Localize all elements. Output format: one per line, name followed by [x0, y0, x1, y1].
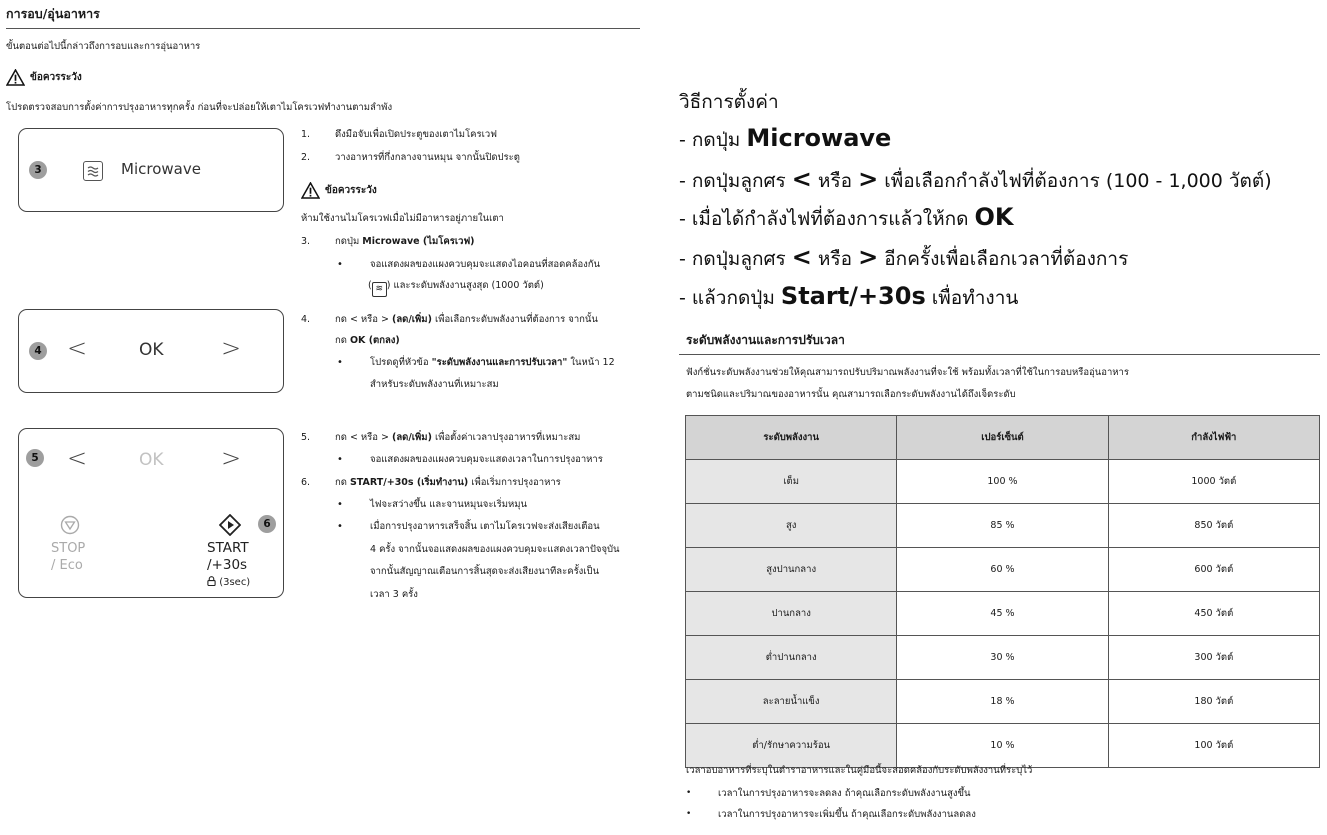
step-bullet-text: [368, 279, 544, 297]
howto-text: อีกครั้งเพื่อเลือกเวลาที่ต้องการ: [878, 248, 1129, 270]
chevron-right-icon[interactable]: >: [221, 334, 242, 362]
step-text-bold: (ลด/เพิ่ม): [392, 432, 432, 443]
control-panel-ok: [18, 309, 284, 393]
footnote-text: เวลาอบอาหารที่ระบุในตำราอาหารและในคู่มือนี้จะสอดคล้องกับระดับพลังงานที่ระบุไว้: [686, 765, 1033, 776]
step-number: 5.: [301, 432, 311, 443]
table-cell: ต่ำ/รักษาความร้อน: [686, 724, 897, 768]
step-text-bold: Microwave (ไมโครเวฟ): [362, 236, 475, 247]
howto-key: >: [858, 165, 879, 193]
caution-text: โปรดตรวจสอบการตั้งค่าการปรุงอาหารทุกครั้ง ก่อนที่จะปล่อยให้เตาไมโครเวฟทำงานตามลำพัง: [6, 102, 393, 113]
step-text: [335, 235, 475, 249]
step-text-part: โปรดดูที่หัวข้อ: [370, 357, 432, 368]
step-text-part: ในหน้า 12: [567, 357, 615, 368]
ok-button[interactable]: OK: [139, 340, 164, 360]
table-cell: 1000 วัตต์: [1108, 460, 1319, 504]
step-number-badge: 4: [29, 342, 47, 360]
table-row: [686, 680, 1320, 724]
table-cell: ต่ำปานกลาง: [686, 636, 897, 680]
table-cell: 100 วัตต์: [1108, 724, 1319, 768]
step-text-bold: START/+30s (เริ่มทำงาน): [349, 477, 469, 488]
caution-text: ห้ามใช้งานไมโครเวฟเมื่อไม่มีอาหารอยู่ภายในเตา: [301, 213, 504, 224]
howto-text: - แล้วกดปุ่ม: [679, 287, 781, 309]
lock-duration: (3sec): [219, 577, 251, 588]
chevron-left-icon[interactable]: <: [67, 444, 88, 472]
step-text: ดึงมือจับเพื่อเปิดประตูของเตาไมโครเวฟ: [335, 129, 497, 140]
table-cell: 18 %: [897, 680, 1108, 724]
step-bullet-text: [370, 356, 615, 370]
chevron-right-icon[interactable]: >: [221, 444, 242, 472]
step-text-part: กด: [335, 335, 350, 346]
step-text-part: เพื่อเริ่มการปรุงอาหาร: [468, 477, 561, 488]
step-number: 6.: [301, 477, 311, 488]
table-section-title: ระดับพลังงานและการปรับเวลา: [686, 333, 845, 347]
table-cell: 600 วัตต์: [1108, 548, 1319, 592]
ok-button[interactable]: OK: [139, 450, 164, 470]
howto-text: หรือ: [811, 170, 859, 192]
step-text-part: กดปุ่ม: [335, 236, 363, 247]
bullet: •: [337, 454, 343, 465]
stop-label: STOP: [51, 541, 86, 556]
table-cell: ละลายน้ำแข็ง: [686, 680, 897, 724]
step-bullet-text: จอแสดงผลของแผงควบคุมจะแสดงเวลาในการปรุงอาหาร: [370, 454, 603, 465]
step-text-bold: "ระดับพลังงานและการปรับเวลา": [431, 357, 568, 368]
step-bullet-text: จอแสดงผลของแผงควบคุมจะแสดงไอคอนที่สอดคล้องกัน: [370, 259, 601, 270]
step-text-part: (: [368, 280, 372, 291]
howto-line: [679, 166, 1272, 194]
table-cell: 180 วัตต์: [1108, 680, 1319, 724]
table-cell: เต็ม: [686, 460, 897, 504]
step-text: [335, 334, 400, 348]
start-icon[interactable]: [219, 514, 241, 540]
bullet: •: [686, 809, 692, 819]
howto-line: [679, 204, 1014, 232]
step-text-part: เพื่อตั้งค่าเวลาปรุงอาหารที่เหมาะสม: [431, 432, 581, 443]
step-text-part: กด < หรือ >: [335, 314, 392, 325]
table-row: [686, 592, 1320, 636]
howto-text: เพื่อเลือกกำลังไฟที่ต้องการ (100 - 1,000 วัตต์): [878, 170, 1272, 192]
table-cell: 300 วัตต์: [1108, 636, 1319, 680]
howto-line: [679, 283, 1018, 311]
step-text: [335, 313, 598, 327]
howto-text: เพื่อทำงาน: [925, 287, 1019, 309]
howto-key: OK: [974, 203, 1014, 231]
howto-line: [679, 244, 1128, 272]
table-description: ตามชนิดและปริมาณของอาหารนั้น คุณสามารถเลือกระดับพลังงานได้ถึงเจ็ดระดับ: [686, 389, 1016, 400]
step-number-badge: 6: [258, 515, 276, 533]
table-cell: 30 %: [897, 636, 1108, 680]
step-bullet-text: จากนั้นสัญญาณเตือนการสิ้นสุดจะส่งเสียงนาทีละครั้งเป็น: [370, 566, 600, 577]
table-cell: สูงปานกลาง: [686, 548, 897, 592]
step-text-part: ) และระดับพลังงานสูงสุด (1000 วัตต์): [386, 280, 544, 291]
howto-text: - กดปุ่ม: [679, 129, 747, 151]
step-number-badge: 3: [29, 161, 47, 179]
howto-text: - เมื่อได้กำลังไฟที่ต้องการแล้วให้กด: [679, 208, 975, 230]
plus30s-label: /+30s: [207, 557, 248, 573]
step-bullet-text: สำหรับระดับพลังงานที่เหมาะสม: [370, 379, 499, 390]
column-header: กำลังไฟฟ้า: [1108, 416, 1319, 460]
lock-icon: [207, 576, 216, 586]
step-text-part: เพื่อเลือกระดับพลังงานที่ต้องการ จากนั้น: [431, 314, 598, 325]
column-header: ระดับพลังงาน: [686, 416, 897, 460]
caution-label: ข้อควรระวัง: [325, 185, 377, 196]
step-text: [335, 431, 580, 445]
control-panel-start: [18, 428, 284, 598]
howto-key: Start/+30s: [780, 282, 926, 310]
table-cell: ปานกลาง: [686, 592, 897, 636]
howto-text: - กดปุ่มลูกศร: [679, 170, 792, 192]
step-text-part: กด: [335, 477, 350, 488]
eco-label: / Eco: [51, 558, 83, 573]
column-header: เปอร์เซ็นต์: [897, 416, 1108, 460]
step-bullet-text: ไฟจะสว่างขึ้น และจานหมุนจะเริ่มหมุน: [370, 499, 528, 510]
table-row: [686, 724, 1320, 768]
table-row: [686, 504, 1320, 548]
warning-icon: [301, 182, 320, 199]
table-cell: 10 %: [897, 724, 1108, 768]
microwave-wave-icon[interactable]: [83, 161, 103, 181]
step-bullet-text: 4 ครั้ง จากนั้นจอแสดงผลของแผงควบคุมจะแสดงเวลาปัจจุบัน: [370, 544, 620, 555]
stop-eco-button[interactable]: [51, 540, 85, 574]
caution-heading: [6, 69, 82, 86]
howto-text: หรือ: [811, 248, 859, 270]
bullet: •: [337, 521, 343, 532]
howto-key: <: [791, 165, 812, 193]
table-cell: สูง: [686, 504, 897, 548]
howto-heading: วิธีการตั้งค่า: [679, 91, 779, 113]
caution-label: ข้อควรระวัง: [30, 72, 82, 83]
howto-key: Microwave: [746, 124, 892, 152]
footnote-bullet-text: เวลาในการปรุงอาหารจะเพิ่มขึ้น ถ้าคุณเลือกระดับพลังงานลดลง: [718, 809, 976, 820]
stop-icon[interactable]: [60, 515, 80, 539]
table-row: [686, 636, 1320, 680]
howto-text: - กดปุ่มลูกศร: [679, 248, 792, 270]
step-number: 4.: [301, 314, 311, 325]
table-cell: 100 %: [897, 460, 1108, 504]
step-text: วางอาหารที่กึ่งกลางจานหมุน จากนั้นปิดประตู: [335, 152, 520, 163]
bullet: •: [337, 499, 343, 510]
step-text: [335, 476, 561, 490]
step-number: 2.: [301, 152, 311, 163]
section-divider: [6, 28, 640, 29]
start-button[interactable]: [207, 540, 249, 574]
section-title: การอบ/อุ่นอาหาร: [6, 6, 100, 21]
table-cell: 45 %: [897, 592, 1108, 636]
step-text-bold: (ลด/เพิ่ม): [392, 314, 432, 325]
step-number: 1.: [301, 129, 311, 140]
caution-heading: [301, 182, 377, 199]
bullet: •: [337, 259, 343, 270]
table-cell: 60 %: [897, 548, 1108, 592]
step-text-part: กด < หรือ >: [335, 432, 392, 443]
step-bullet-text: เมื่อการปรุงอาหารเสร็จสิ้น เตาไมโครเวฟจะส่งเสียงเตือน: [370, 521, 600, 532]
table-description: ฟังก์ชั่นระดับพลังงานช่วยให้คุณสามารถปรับปริมาณพลังงานที่จะใช้ พร้อมทั้งเวลาที่ใช้ในการอบหรืออุ่นอาหาร: [686, 367, 1129, 378]
footnote-bullet-text: เวลาในการปรุงอาหารจะลดลง ถ้าคุณเลือกระดับพลังงานสูงขึ้น: [718, 788, 971, 799]
step-number: 3.: [301, 236, 311, 247]
howto-line: [679, 125, 891, 153]
warning-icon: [6, 69, 25, 86]
microwave-button-label[interactable]: Microwave: [121, 160, 201, 178]
table-header-row: [686, 416, 1320, 460]
step-number-badge: 5: [26, 449, 44, 467]
intro-text: ขั้นตอนต่อไปนี้กล่าวถึงการอบและการอุ่นอาหาร: [6, 41, 201, 52]
chevron-left-icon[interactable]: <: [67, 334, 88, 362]
section-divider: [679, 354, 1320, 355]
howto-key: >: [858, 243, 879, 271]
step-text-bold: OK (ตกลง): [349, 335, 400, 346]
microwave-wave-icon: ≋: [372, 282, 387, 297]
table-row: [686, 548, 1320, 592]
table-cell: 85 %: [897, 504, 1108, 548]
table-cell: 450 วัตต์: [1108, 592, 1319, 636]
bullet: •: [337, 357, 343, 368]
howto-key: <: [791, 243, 812, 271]
start-label: START: [207, 540, 249, 556]
table-cell: 850 วัตต์: [1108, 504, 1319, 548]
power-level-table: [685, 415, 1320, 768]
bullet: •: [686, 788, 692, 798]
step-bullet-text: เวลา 3 ครั้ง: [370, 589, 418, 600]
control-panel-microwave: [18, 128, 284, 212]
table-row: [686, 460, 1320, 504]
lock-hint: [207, 576, 250, 588]
